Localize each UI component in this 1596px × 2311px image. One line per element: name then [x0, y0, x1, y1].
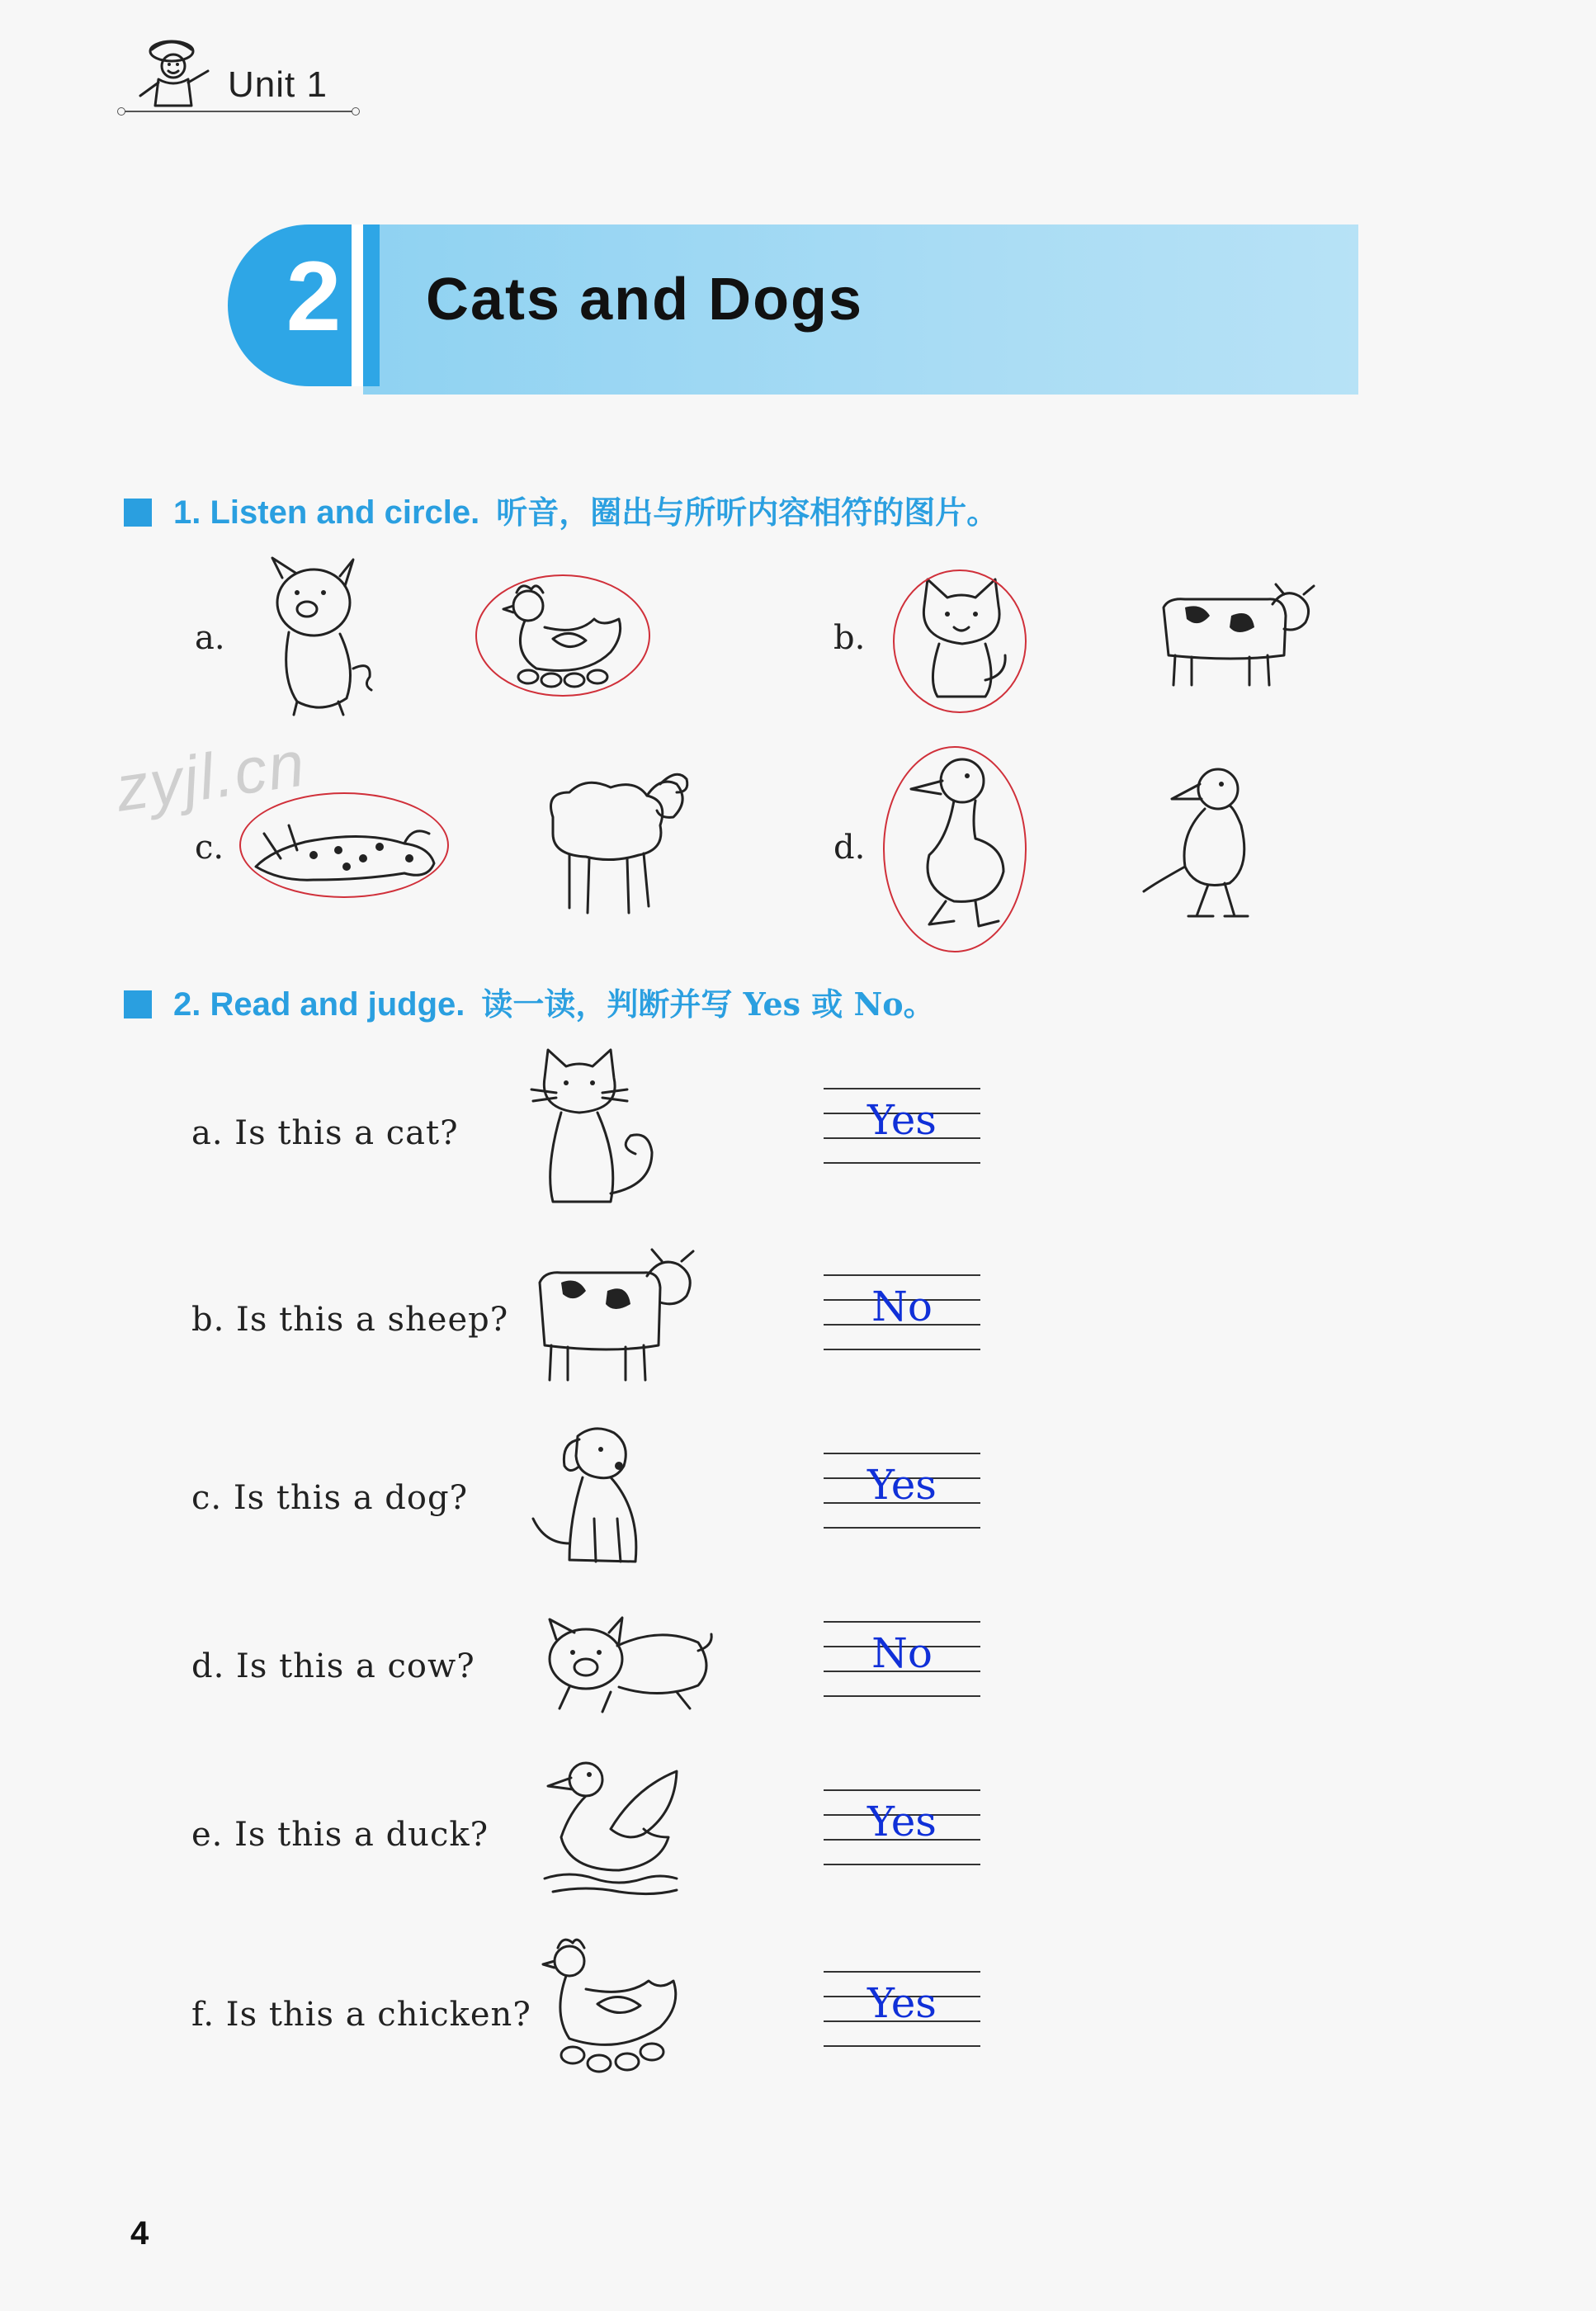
question-e: e. Is this a duck?	[191, 1816, 489, 1854]
answer-text: Yes	[867, 1096, 937, 1144]
cow-icon	[528, 1246, 701, 1387]
duck-icon	[536, 1755, 685, 1903]
exercise2-heading-en: 2. Read and judge.	[173, 986, 465, 1023]
exercise1-heading-cn: 听音，圈出与所听内容相符的图片。	[496, 494, 999, 531]
page-number: 4	[130, 2215, 149, 2252]
answer-text: Yes	[867, 1979, 937, 2027]
answer-circle	[883, 746, 1027, 952]
exercise2-heading	[124, 979, 935, 1024]
answer-text: Yes	[867, 1461, 937, 1509]
item-letter: a.	[195, 619, 225, 657]
sheep-icon	[536, 759, 693, 924]
answer-lines	[824, 1789, 980, 1865]
item-letter: b.	[833, 619, 866, 657]
lesson-number: 2	[286, 241, 342, 352]
question-f: f. Is this a chicken?	[191, 1996, 531, 2034]
question-b: b. Is this a sheep?	[191, 1301, 509, 1339]
answer-lines	[824, 1274, 980, 1350]
answer-lines	[824, 1971, 980, 2047]
header-divider	[122, 111, 355, 112]
dog-icon	[528, 1420, 668, 1576]
unit-label: Unit 1	[228, 64, 328, 105]
pig-icon	[536, 1609, 718, 1717]
item-letter: c.	[195, 829, 224, 867]
question-a: a. Is this a cat?	[191, 1114, 459, 1152]
lesson-title: Cats and Dogs	[426, 267, 864, 333]
answer-text: No	[871, 1629, 933, 1677]
pig-icon	[248, 553, 396, 718]
answer-text: Yes	[867, 1798, 937, 1845]
exercise1-heading	[124, 487, 998, 532]
item-letter: d.	[833, 829, 866, 867]
answer-circle	[893, 569, 1027, 713]
question-c: c. Is this a dog?	[191, 1479, 469, 1517]
exercise1-heading-en: 1. Listen and circle.	[173, 494, 480, 531]
question-d: d. Is this a cow?	[191, 1647, 475, 1685]
answer-circle	[239, 792, 449, 898]
bullet-square-icon	[124, 499, 152, 527]
chicken-icon	[528, 1931, 693, 2088]
mascot-icon	[122, 30, 221, 109]
answer-lines	[824, 1088, 980, 1164]
watermark: zyjl.cn	[111, 726, 310, 825]
unit-header	[122, 30, 361, 121]
answer-lines	[824, 1621, 980, 1697]
cat-icon	[528, 1045, 668, 1210]
lesson-banner	[228, 224, 1358, 395]
exercise2-heading-cn: 读一读，判断并写 Yes 或 No。	[481, 985, 935, 1023]
bullet-square-icon	[124, 990, 152, 1018]
bird-icon	[1139, 759, 1287, 924]
cow-icon	[1152, 583, 1317, 690]
answer-circle	[475, 574, 650, 697]
answer-lines	[824, 1453, 980, 1529]
answer-text: No	[871, 1283, 933, 1330]
